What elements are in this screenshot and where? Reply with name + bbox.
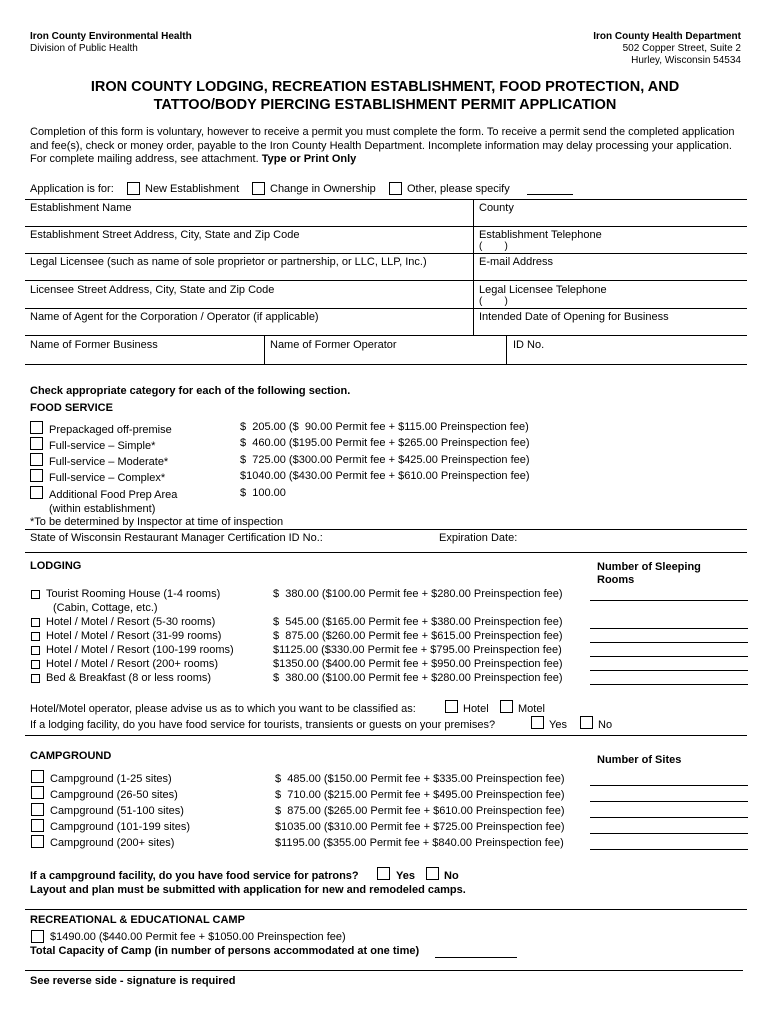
change-ownership-label: Change in Ownership xyxy=(270,183,376,195)
street-address-field[interactable]: Establishment Street Address, City, State and Zip Code xyxy=(30,229,300,241)
lodging-item-label: Tourist Rooming House (1-4 rooms) xyxy=(46,588,221,600)
id-no-field[interactable]: ID No. xyxy=(513,339,545,351)
county-field[interactable]: County xyxy=(479,202,514,214)
rooms-input-line[interactable] xyxy=(590,670,748,671)
lodging-checkbox[interactable] xyxy=(31,632,40,641)
food-item-fee: $1040.00 ($430.00 Permit fee + $610.00 Preinspection fee) xyxy=(240,470,530,482)
rooms-input-line[interactable] xyxy=(590,684,748,685)
other-checkbox[interactable] xyxy=(389,182,402,195)
grid-line xyxy=(25,335,747,336)
lodging-food-yes-checkbox[interactable] xyxy=(531,716,544,729)
sites-input-line[interactable] xyxy=(590,785,748,786)
check-category-heading: Check appropriate category for each of the following section. xyxy=(30,385,351,397)
lodging-item-fee: $ 380.00 ($100.00 Permit fee + $280.00 Preinspection fee) xyxy=(273,588,563,600)
department-name: Iron County Health Department xyxy=(593,31,741,42)
new-establishment-label: New Establishment xyxy=(145,183,240,195)
agency-name: Iron County Environmental Health xyxy=(30,31,192,42)
other-specify-line[interactable] xyxy=(527,194,573,195)
agent-field[interactable]: Name of Agent for the Corporation / Operator (if applicable) xyxy=(30,311,319,323)
hotel-label: Hotel xyxy=(463,703,489,715)
rec-camp-heading: RECREATIONAL & EDUCATIONAL CAMP xyxy=(30,914,245,926)
food-checkbox-complex[interactable] xyxy=(30,469,43,482)
sleeping-rooms-label: Number of Sleeping xyxy=(597,561,701,573)
lodging-food-question: If a lodging facility, do you have food service for tourists, transients or guests on your premises? xyxy=(30,719,496,731)
rooms-input-line[interactable] xyxy=(590,628,748,629)
food-sub-note: (within establishment) xyxy=(49,503,156,515)
section-line xyxy=(25,970,743,971)
campground-checkbox[interactable] xyxy=(31,835,44,848)
grid-line xyxy=(25,280,747,281)
lodging-item-fee: $1125.00 ($330.00 Permit fee + $795.00 Preinspection fee) xyxy=(273,644,562,656)
intro-paragraph xyxy=(30,126,745,167)
food-item-label: Full-service – Complex* xyxy=(49,472,166,484)
layout-plan-note: Layout and plan must be submitted with application for new and remodeled camps. xyxy=(30,884,466,896)
hotel-checkbox[interactable] xyxy=(445,700,458,713)
grid-line xyxy=(25,308,747,309)
campground-checkbox[interactable] xyxy=(31,786,44,799)
lodging-checkbox[interactable] xyxy=(31,618,40,627)
intro-text: Completion of this form is voluntary, however to receive a permit you must complete the form. To receive a permit send the completed application and fee(s), check or money order, payable to the Iron County Health Department. Incomplete information may delay processing your application. For complete mailing address, see attachment. xyxy=(30,126,735,165)
capacity-input-line[interactable] xyxy=(435,957,517,958)
grid-line xyxy=(25,364,747,365)
food-item-fee: $ 460.00 ($195.00 Permit fee + $265.00 Preinspection fee) xyxy=(240,437,530,449)
sleeping-rooms-label-2: Rooms xyxy=(597,574,635,586)
opening-date-field[interactable]: Intended Date of Opening for Business xyxy=(479,311,669,323)
lodging-item-label: Hotel / Motel / Resort (31-99 rooms) xyxy=(46,630,222,642)
lodging-checkbox[interactable] xyxy=(31,660,40,669)
lodging-food-no-checkbox[interactable] xyxy=(580,716,593,729)
change-ownership-checkbox[interactable] xyxy=(252,182,265,195)
rooms-input-line[interactable] xyxy=(590,642,748,643)
campground-checkbox[interactable] xyxy=(31,770,44,783)
agency-division: Division of Public Health xyxy=(30,43,138,54)
food-item-label: Full-service – Moderate* xyxy=(49,456,169,468)
inspector-footnote: *To be determined by Inspector at time of inspection xyxy=(30,516,284,528)
lodging-item-label: Hotel / Motel / Resort (100-199 rooms) xyxy=(46,644,234,656)
campground-item-fee: $ 875.00 ($265.00 Permit fee + $610.00 Preinspection fee) xyxy=(275,805,565,817)
rec-camp-fee: $1490.00 ($440.00 Permit fee + $1050.00 Preinspection fee) xyxy=(50,931,346,943)
motel-label: Motel xyxy=(518,703,545,715)
food-item-fee: $ 725.00 ($300.00 Permit fee + $425.00 Preinspection fee) xyxy=(240,454,530,466)
department-city: Hurley, Wisconsin 54534 xyxy=(631,55,741,66)
form-title-line1: IRON COUNTY LODGING, RECREATION ESTABLISHMENT, FOOD PROTECTION, AND xyxy=(90,79,680,95)
grid-line xyxy=(25,199,747,200)
manager-cert-field[interactable]: State of Wisconsin Restaurant Manager Certification ID No.: xyxy=(30,532,323,544)
sites-input-line[interactable] xyxy=(590,801,748,802)
lodging-sub-note: (Cabin, Cottage, etc.) xyxy=(53,602,158,614)
intro-emphasis: Type or Print Only xyxy=(261,153,357,165)
telephone-field[interactable]: Establishment Telephone xyxy=(479,229,602,241)
campground-item-label: Campground (200+ sites) xyxy=(50,837,175,849)
lodging-item-fee: $1350.00 ($400.00 Permit fee + $950.00 Preinspection fee) xyxy=(273,658,563,670)
grid-divider xyxy=(506,335,507,364)
food-checkbox-prepackaged[interactable] xyxy=(30,421,43,434)
motel-checkbox[interactable] xyxy=(500,700,513,713)
campground-item-label: Campground (51-100 sites) xyxy=(50,805,184,817)
lodging-item-label: Bed & Breakfast (8 or less rooms) xyxy=(46,672,212,684)
lodging-checkbox[interactable] xyxy=(31,674,40,683)
no-label: No xyxy=(598,719,613,731)
sites-input-line[interactable] xyxy=(590,849,748,850)
section-line xyxy=(25,735,747,736)
food-checkbox-moderate[interactable] xyxy=(30,453,43,466)
grid-divider xyxy=(264,335,265,364)
section-line xyxy=(25,552,747,553)
campground-food-no-checkbox[interactable] xyxy=(426,867,439,880)
lodging-checkbox[interactable] xyxy=(31,590,40,599)
application-type-label: Application is for: xyxy=(30,183,114,195)
campground-checkbox[interactable] xyxy=(31,819,44,832)
grid-divider xyxy=(473,199,474,335)
food-item-fee: $ 205.00 ($ 90.00 Permit fee + $115.00 Preinspection fee) xyxy=(240,421,529,433)
rooms-input-line[interactable] xyxy=(590,600,748,601)
campground-item-label: Campground (101-199 sites) xyxy=(50,821,191,833)
grid-line xyxy=(25,226,747,227)
sites-input-line[interactable] xyxy=(590,833,748,834)
lodging-checkbox[interactable] xyxy=(31,646,40,655)
department-street: 502 Copper Street, Suite 2 xyxy=(622,43,741,54)
lodging-item-fee: $ 875.00 ($260.00 Permit fee + $615.00 Preinspection fee) xyxy=(273,630,563,642)
camp-capacity-label: Total Capacity of Camp (in number of persons accommodated at one time) xyxy=(30,945,420,957)
licensee-telephone-area-code: ( ) xyxy=(479,296,508,307)
telephone-area-code: ( ) xyxy=(479,241,508,252)
yes-label: Yes xyxy=(549,719,567,731)
classification-question: Hotel/Motel operator, please advise us as to which you want to be classified as: xyxy=(30,703,416,715)
new-establishment-checkbox[interactable] xyxy=(127,182,140,195)
licensee-address-field[interactable]: Licensee Street Address, City, State and Zip Code xyxy=(30,284,275,296)
lodging-heading: LODGING xyxy=(30,560,82,572)
legal-licensee-field[interactable]: Legal Licensee (such as name of sole proprietor or partnership, or LLC, LLP, Inc.) xyxy=(30,256,427,268)
campground-item-fee: $1195.00 ($355.00 Permit fee + $840.00 Preinspection fee) xyxy=(275,837,564,849)
licensee-telephone-field[interactable]: Legal Licensee Telephone xyxy=(479,284,607,296)
campground-food-question: If a campground facility, do you have food service for patrons? xyxy=(30,870,359,882)
form-title-line2: TATTOO/BODY PIERCING ESTABLISHMENT PERMIT APPLICATION xyxy=(153,97,617,113)
rec-camp-checkbox[interactable] xyxy=(31,930,44,943)
food-checkbox-simple[interactable] xyxy=(30,437,43,450)
establishment-name-field[interactable]: Establishment Name xyxy=(30,202,132,214)
number-of-sites-label: Number of Sites xyxy=(597,754,682,766)
campground-heading: CAMPGROUND xyxy=(30,750,112,762)
section-line xyxy=(25,529,747,530)
lodging-item-label: Hotel / Motel / Resort (5-30 rooms) xyxy=(46,616,216,628)
former-business-field[interactable]: Name of Former Business xyxy=(30,339,158,351)
food-service-heading: FOOD SERVICE xyxy=(30,402,113,414)
former-operator-field[interactable]: Name of Former Operator xyxy=(270,339,397,351)
campground-item-label: Campground (1-25 sites) xyxy=(50,773,172,785)
food-item-label: Additional Food Prep Area xyxy=(49,489,178,501)
grid-line xyxy=(25,253,747,254)
no-label: No xyxy=(444,870,459,882)
campground-item-fee: $1035.00 ($310.00 Permit fee + $725.00 Preinspection fee) xyxy=(275,821,565,833)
lodging-item-label: Hotel / Motel / Resort (200+ rooms) xyxy=(46,658,219,670)
campground-item-label: Campground (26-50 sites) xyxy=(50,789,178,801)
campground-item-fee: $ 710.00 ($215.00 Permit fee + $495.00 Preinspection fee) xyxy=(275,789,565,801)
yes-label: Yes xyxy=(396,870,415,882)
food-item-label: Prepackaged off-premise xyxy=(49,424,172,436)
signature-note: See reverse side - signature is required xyxy=(30,975,236,987)
campground-checkbox[interactable] xyxy=(31,803,44,816)
sites-input-line[interactable] xyxy=(590,817,748,818)
food-item-fee: $ 100.00 xyxy=(240,487,286,499)
lodging-item-fee: $ 545.00 ($165.00 Permit fee + $380.00 Preinspection fee) xyxy=(273,616,563,628)
rooms-input-line[interactable] xyxy=(590,656,748,657)
other-label: Other, please specify xyxy=(407,183,510,195)
lodging-item-fee: $ 380.00 ($100.00 Permit fee + $280.00 Preinspection fee) xyxy=(273,672,563,684)
campground-item-fee: $ 485.00 ($150.00 Permit fee + $335.00 Preinspection fee) xyxy=(275,773,565,785)
email-field[interactable]: E-mail Address xyxy=(479,256,553,268)
food-checkbox-additional-prep[interactable] xyxy=(30,486,43,499)
food-item-label: Full-service – Simple* xyxy=(49,440,156,452)
section-line xyxy=(25,909,747,910)
campground-food-yes-checkbox[interactable] xyxy=(377,867,390,880)
expiration-date-field[interactable]: Expiration Date: xyxy=(439,532,518,544)
